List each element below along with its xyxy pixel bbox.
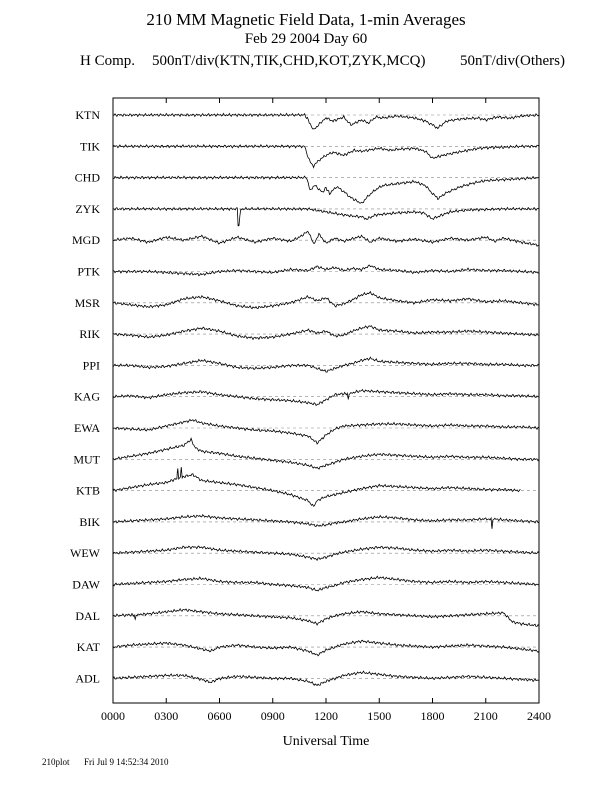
station-label-rik: RIK [79,327,100,342]
trace-kag [113,390,539,406]
trace-zyk [113,207,539,226]
trace-daw [113,576,539,591]
station-label-kat: KAT [76,640,100,655]
component-label: H Comp. [80,53,136,69]
trace-mgd [113,231,539,246]
station-label-ewa: EWA [74,421,100,435]
station-label-mut: MUT [73,452,100,467]
x-tick-label: 0300 [154,709,179,723]
trace-ktb [113,467,520,506]
x-tick-label: 0000 [101,709,125,723]
trace-ptk [113,265,539,276]
x-tick-label: 2400 [527,709,551,723]
x-tick-label: 1800 [420,709,445,723]
trace-chd [113,176,539,203]
station-label-msr: MSR [74,295,100,310]
trace-mut [113,438,539,469]
trace-kat [113,640,539,656]
station-label-ktn: KTN [75,108,100,122]
station-label-adl: ADL [75,671,100,686]
trace-ewa [113,419,539,444]
chart-title: 210 MM Magnetic Field Data, 1-min Averages [146,10,466,29]
x-tick-label: 2100 [473,709,498,723]
x-tick-label: 1500 [367,709,392,723]
x-axis-label: Universal Time [282,734,370,749]
scale-major-label: 500nT/div(KTN,TIK,CHD,KOT,ZYK,MCQ) [152,53,426,69]
scale-minor-label: 50nT/div(Others) [460,53,565,69]
x-tick-label: 0600 [207,709,232,723]
trace-rik [113,326,539,340]
trace-dal [113,609,539,627]
trace-tik [113,145,539,168]
station-label-ppi: PPI [82,358,100,373]
station-label-chd: CHD [74,170,100,185]
station-label-daw: DAW [72,577,100,592]
footer-timestamp: Fri Jul 9 14:52:34 2010 [84,757,169,767]
station-label-wew: WEW [70,546,100,561]
trace-msr [113,292,539,309]
trace-ppi [113,357,539,372]
station-label-kag: KAG [74,389,100,404]
station-label-mgd: MGD [71,233,100,248]
station-label-dal: DAL [75,608,100,623]
footer-program: 210plot [42,757,70,767]
station-label-bik: BIK [79,514,100,529]
station-label-zyk: ZYK [75,201,100,216]
date-line: Feb 29 2004 Day 60 [244,31,368,47]
trace-ktn [113,114,539,129]
x-tick-label: 1200 [314,709,338,723]
station-label-ktb: KTB [76,483,100,498]
station-label-tik: TIK [80,139,100,154]
x-tick-label: 0900 [260,709,285,723]
station-label-ptk: PTK [77,264,100,279]
